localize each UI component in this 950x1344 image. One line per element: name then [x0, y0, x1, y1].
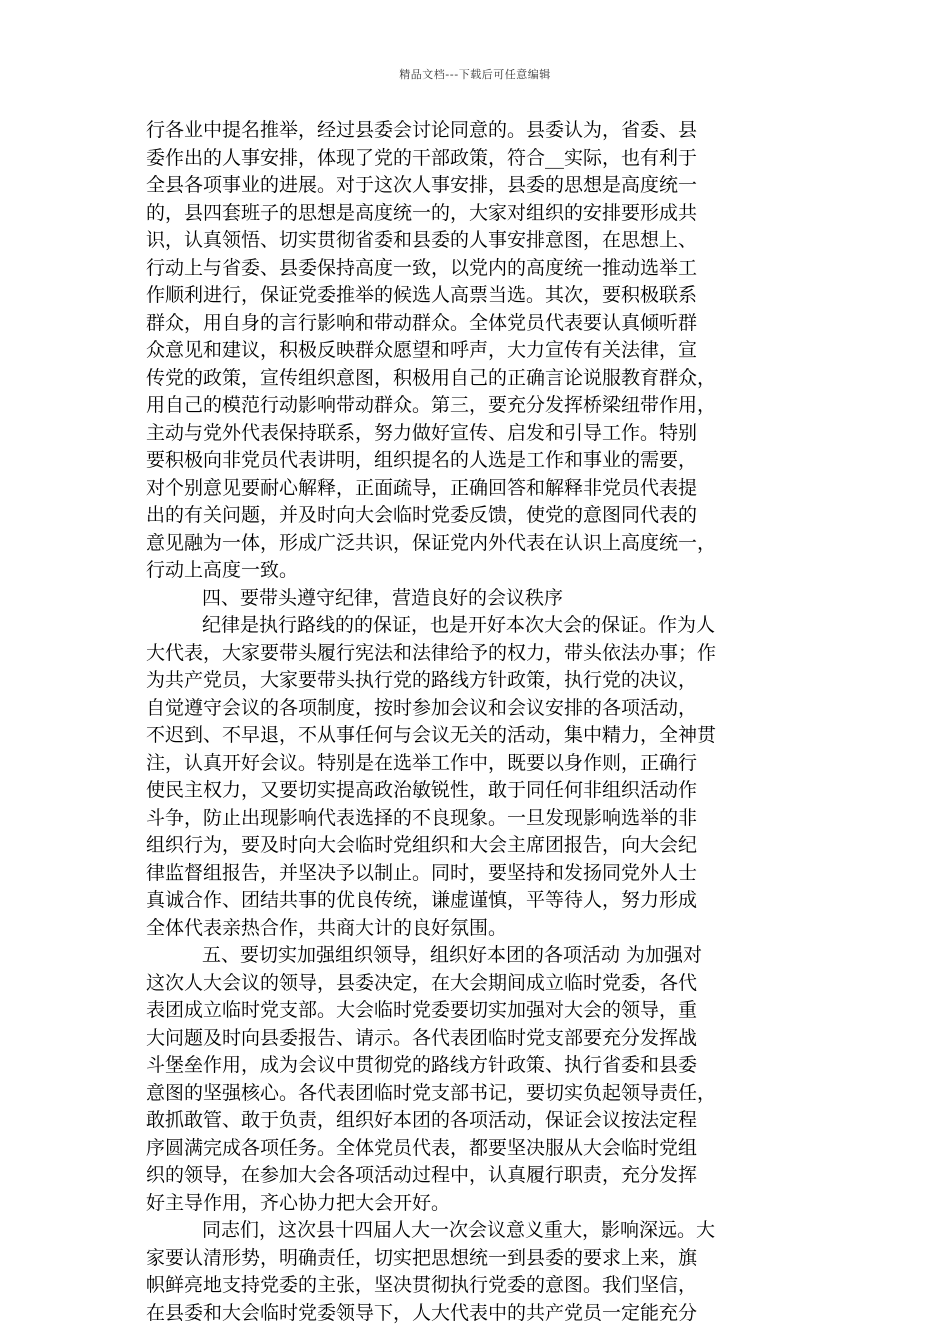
text-line: 律监督组报告，并坚决予以制止。同时，要坚持和发扬同党外人士	[146, 861, 698, 884]
text-line: 自觉遵守会议的各项制度，按时参加会议和会议安排的各项活动，	[146, 696, 698, 719]
text-line: 这次人大会议的领导，县委决定，在大会期间成立临时党委，各代	[146, 971, 698, 994]
text-line: 众意见和建议，积极反映群众愿望和呼声，大力宣传有关法律，宣	[146, 339, 698, 361]
text-line: 同志们，这次县十四届人大一次会议意义重大，影响深远。大	[202, 1219, 716, 1241]
text-line: 使民主权力，又要切实提高政治敏锐性，敢于同任何非组织活动作	[146, 779, 698, 801]
text-line: 对个别意见要耐心解释，正面疏导，正确回答和解释非党员代表提	[146, 476, 698, 499]
text-line: 全体代表亲热合作，共商大计的良好氛围。	[146, 916, 508, 939]
text-line: 要积极向非党员代表讲明，组织提名的人选是工作和事业的需要，	[146, 449, 698, 471]
text-line: 在县委和大会临时党委领导下，人大代表中的共产党员一定能充分	[146, 1301, 698, 1324]
text-line: 作顺利进行，保证党委推举的候选人高票当选。其次，要积极联系	[146, 284, 698, 306]
text-line: 行动上与省委、县委保持高度一致，以党内的高度统一推动选举工	[146, 256, 698, 279]
text-line: 注，认真开好会议。特别是在选举工作中，既要以身作则，正确行	[146, 751, 698, 774]
text-line: 大问题及时向县委报告、请示。各代表团临时党支部要充分发挥战	[146, 1026, 698, 1049]
text-line: 纪律是执行路线的的保证，也是开好本次大会的保证。作为人	[202, 614, 716, 636]
text-line: 真诚合作、团结共事的优良传统，谦虚谨慎，平等待人，努力形成	[146, 889, 698, 911]
text-line: 组织行为，要及时向大会临时党组织和大会主席团报告，向大会纪	[146, 834, 698, 856]
page-header: 精品文档---下载后可任意编辑	[399, 68, 551, 81]
text-line: 行各业中提名推举，经过县委会讨论同意的。县委认为，省委、县	[146, 119, 698, 141]
document-body	[146, 117, 806, 1327]
text-line: 为共产党员，大家要带头执行党的路线方针政策，执行党的决议，	[146, 669, 698, 691]
text-line: 表团成立临时党支部。大会临时党委要切实加强对大会的领导，重	[146, 999, 698, 1021]
text-line: 家要认清形势，明确责任，切实把思想统一到县委的要求上来，旗	[146, 1246, 698, 1269]
text-line: 序圆满完成各项任务。全体党员代表，都要坚决服从大会临时党组	[146, 1136, 698, 1159]
text-line: 织的领导，在参加大会各项活动过程中，认真履行职责，充分发挥	[146, 1164, 698, 1186]
text-line: 帜鲜亮地支持党委的主张，坚决贯彻执行党委的意图。我们坚信，	[146, 1274, 698, 1296]
text-line: 斗堡垒作用，成为会议中贯彻党的路线方针政策、执行省委和县委	[146, 1054, 698, 1076]
text-line: 意图的坚强核心。各代表团临时党支部书记，要切实负起领导责任，	[146, 1081, 717, 1104]
text-line: 传党的政策，宣传组织意图，积极用自己的正确言论说服教育群众，	[146, 366, 717, 389]
text-line: 主动与党外代表保持联系，努力做好宣传、启发和引导工作。特别	[146, 421, 698, 444]
text-line: 五、要切实加强组织领导，组织好本团的各项活动 为加强对	[202, 944, 703, 966]
text-line: 意见融为一体，形成广泛共识，保证党内外代表在认识上高度统一，	[146, 531, 717, 554]
text-line: 识，认真领悟、切实贯彻省委和县委的人事安排意图，在思想上、	[146, 229, 698, 251]
text-line: 四、要带头遵守纪律，营造良好的会议秩序	[202, 586, 564, 609]
text-line: 大代表，大家要带头履行宪法和法律给予的权力，带头依法办事；作	[146, 641, 717, 664]
text-line: 全县各项事业的进展。对于这次人事安排，县委的思想是高度统一	[146, 174, 698, 196]
text-line: 斗争，防止出现影响代表选择的不良现象。一旦发现影响选举的非	[146, 806, 698, 829]
text-line: 不迟到、不早退，不从事任何与会议无关的活动，集中精力，全神贯	[146, 724, 717, 746]
text-line: 敢抓敢管、敢于负责，组织好本团的各项活动，保证会议按法定程	[146, 1109, 698, 1131]
text-line: 委作出的人事安排，体现了党的干部政策，符合__实际，也有利于	[146, 146, 698, 169]
text-line: 出的有关问题，并及时向大会临时党委反馈，使党的意图同代表的	[146, 504, 698, 526]
text-line: 行动上高度一致。	[146, 559, 299, 581]
text-line: 用自己的模范行动影响带动群众。第三，要充分发挥桥梁纽带作用，	[146, 394, 717, 416]
text-line: 群众，用自身的言行影响和带动群众。全体党员代表要认真倾听群	[146, 311, 698, 334]
text-line: 好主导作用，齐心协力把大会开好。	[146, 1191, 451, 1214]
text-line: 的，县四套班子的思想是高度统一的，大家对组织的安排要形成共	[146, 201, 698, 224]
